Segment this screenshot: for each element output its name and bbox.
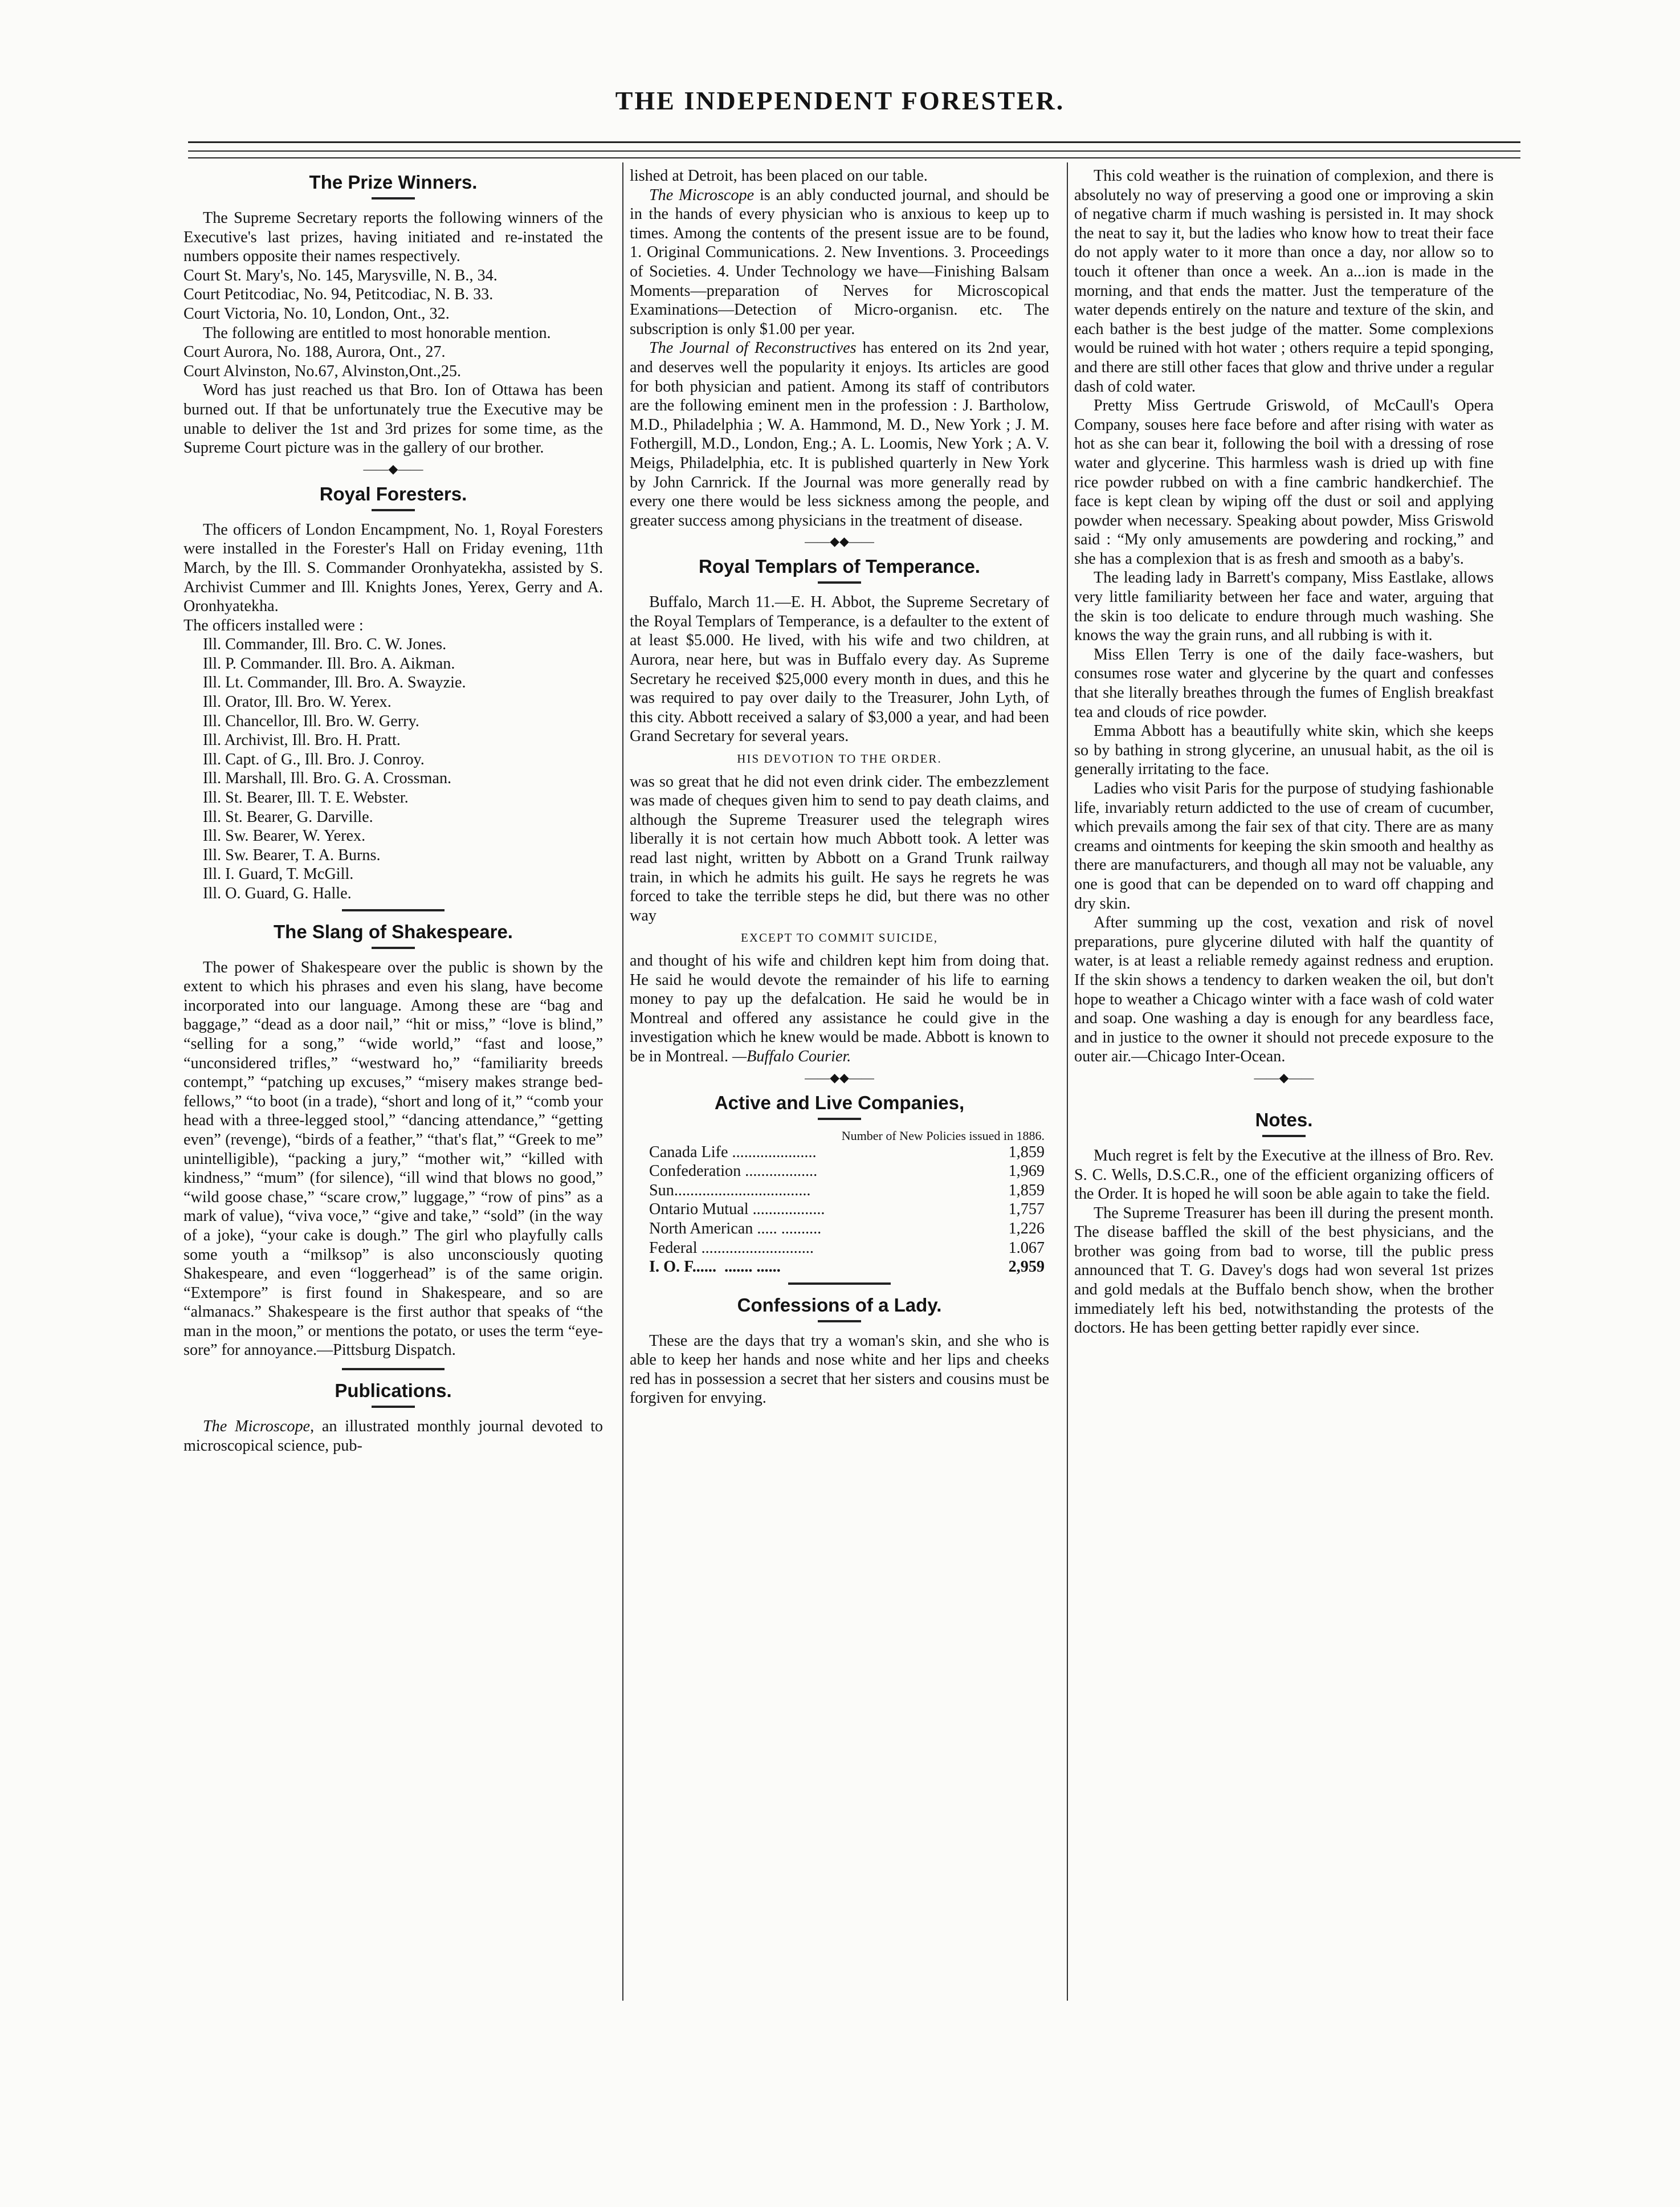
list-item: Ill. Commander, Ill. Bro. C. W. Jones. bbox=[203, 636, 447, 654]
company-name: Confederation .................. bbox=[649, 1162, 818, 1180]
company-value: 1,757 bbox=[1008, 1200, 1045, 1219]
table-row bbox=[630, 1143, 1049, 1162]
table-row bbox=[630, 1162, 1049, 1181]
paragraph-text: is an ably conducted journal, and should be in the hands of every physician who is anxious to keep up to times. Among the contents of the present issue are to be found, 1. Original Communications. 2. New Inventions. 3. Proceedings of Societies. 4. Under Technology we have—Finishing Balsam Moments—preparation of Nerves for Microscopical Examinations—Detection of Micro-organisn. etc. The subscription is only $1.00 per year. bbox=[630, 186, 1049, 338]
list-item: Ill. Orator, Ill. Bro. W. Yerex. bbox=[203, 693, 392, 711]
list-item: Ill. Archivist, Ill. Bro. H. Pratt. bbox=[203, 731, 401, 750]
list-item: Ill. Chancellor, Ill. Bro. W. Gerry. bbox=[203, 712, 419, 730]
table-row bbox=[630, 1219, 1049, 1239]
spacer bbox=[1074, 1092, 1494, 1104]
heading-rule bbox=[372, 947, 415, 949]
table-column-header: Number of New Policies issued in 1886. bbox=[841, 1128, 1045, 1143]
paragraph: Buffalo, March 11.—E. H. Abbot, the Supreme Secretary of the Royal Templars of Temperance, is a defaulter to the extent of at least $5.000. He lived, with his wife and two children, at Aurora, near here, but was in Buffalo every day. As Supreme Secretary he received $25,000 every month in dues, and this he was required to pay over daily to the Treasurer, John Lyth, of this city. Abbott received a salary of $3,000 a year, and had been Grand Secretary for several years. bbox=[630, 593, 1049, 746]
paragraph: Pretty Miss Gertrude Griswold, of McCaull's Opera Company, souses here face before and after rising with water as hot as she can bear it, following the boil with a dressing of rose water and glycerine. This harmless wash is dried up with fine rice powder rubbed on with a fine cambric handkerchief. The face is kept clean by wiping off the dust or soil and applying powder when necessary. Speaking about powder, Miss Griswold said : “My only amusements are powdering and rocking,” and she has a complexion that is as fresh and smooth as a baby's. bbox=[1074, 397, 1494, 568]
paragraph: Miss Ellen Terry is one of the daily face-washers, but consumes rose water and glycerine by the quart and confesses that she literally breathes through the fumes of English breakfast tea and clouds of rice powder. bbox=[1074, 645, 1494, 721]
journal-title: The Journal of Reconstructives bbox=[649, 339, 857, 357]
paragraph: These are the days that try a woman's skin, and she who is able to keep her hands and nose white and her lips and cheeks red has in possession a secret that her sisters and cousins must be forgiven for envying. bbox=[630, 1331, 1049, 1407]
subheading: EXCEPT TO COMMIT SUICIDE, bbox=[741, 931, 938, 945]
paragraph: Word has just reached us that Bro. Ion of Ottawa has been burned out. If that be unfortunately true the Executive may be unable to deliver the 1st and 3rd prizes for some time, as the Supreme Court picture was in the gallery of our brother. bbox=[184, 381, 603, 457]
paragraph: After summing up the cost, vexation and risk of novel preparations, pure glycerine diluted with half the quantity of water, is at least a reliable remedy against redness and eruption. If the skin shows a tendency to darken weaken the oil, but don't hope to weather a Chicago winter with a face wash of cold water and soap. One washing a day is enough for any beardless face, and in justice to the owner it should not precede exposure to the outer air.—Chicago Inter-Ocean. bbox=[1074, 914, 1494, 1066]
companies-table bbox=[630, 1129, 1049, 1277]
heading-rule bbox=[372, 509, 415, 511]
paragraph-text: has entered on its 2nd year, and deserves well the popularity it enjoys. Its articles are good for both physician and patient. Among its staff of contributors are the following eminent men in the profession : J. Bartholow, M.D., Philadelphia ; W. A. Hammond, M. D., New York ; J. M. Fothergill, M.D., London, Eng.; A. L. Loomis, New York ; A. V. Meigs, Philadelphia, etc. It is published quarterly in New York by John Carnrick. If the Journal was more generally read by every one there would be less sickness among the people, and greater success among physicians in the treatment of disease. bbox=[630, 339, 1049, 530]
article-heading: Royal Foresters. bbox=[319, 483, 467, 504]
section-divider bbox=[788, 1282, 891, 1285]
paragraph: The leading lady in Barrett's company, Miss Eastlake, allows very little familiarity between her face and water, arguing that the skin is too delicate to endure through much washing. She knows the way the grain runs, and all rubbing is with it. bbox=[1074, 569, 1494, 645]
header-rule bbox=[188, 141, 1520, 143]
source-credit: —Buffalo Courier. bbox=[732, 1047, 851, 1065]
paragraph bbox=[630, 339, 1049, 530]
column-3 bbox=[1074, 166, 1494, 1338]
section-ornament: ——◆◆—— bbox=[805, 534, 874, 549]
article-heading: The Slang of Shakespeare. bbox=[274, 921, 513, 942]
court-entry: Court Victoria, No. 10, London, Ont., 32. bbox=[184, 304, 450, 323]
heading-rule bbox=[372, 1406, 415, 1408]
table-row bbox=[630, 1181, 1049, 1200]
company-name: Ontario Mutual .................. bbox=[649, 1200, 825, 1219]
journal-title: The Microscope bbox=[203, 1418, 311, 1436]
article-heading: Royal Templars of Temperance. bbox=[699, 556, 980, 577]
list-item: Ill. Marshall, Ill. Bro. G. A. Crossman. bbox=[203, 769, 452, 788]
company-name: I. O. F...... ....... ...... bbox=[649, 1258, 781, 1276]
paragraph: The power of Shakespeare over the public is shown by the extent to which his phrases and even his slang, have become incorporated into our language. Among these are “bag and baggage,” “dead as a door nail,” “hit or miss,” “love is blind,” “selling for a song,” “wide world,” “fast and loose,” “unconsidered trifles,” “westward ho,” “familiarity breeds contempt,” “patching up excuses,” “misery makes strange bed-fellows,” “to boot (in a trade), “short and long of it,” “comb your head with a three-legged stool,” “dancing attendance,” “getting even” (revenge), “birds of a feather,” “that's flat,” “Greek to me” unintelligible), “packing a jury,” “mother wit,” “killed with kindness,” “mum” (for silence), “ill wind that blows no good,” “wild goose chase,” “scare crow,” luggage,” “row of pins” as a mark of value), “viva voce,” “give and take,” “sold” (in the way of a joke), “your cake is dough.” The girl who playfully calls some youth a “milksop” is also unconsciously quoting Shakespeare, and even “loggerhead” is of the same origin. “Extempore” is first found in Shakespeare, and so are “almanacs.” Shakespeare is the first author that speaks of “the man in the moon,” or mentions the potato, or uses the term “eye-sore” for annoyance.—Pittsburg Dispatch. bbox=[184, 958, 603, 1359]
paragraph-text: , an illustrated monthly journal devoted to microscopical science, pub- bbox=[184, 1418, 603, 1455]
company-value: 1,226 bbox=[1008, 1219, 1045, 1237]
paragraph bbox=[630, 186, 1049, 339]
journal-title: The Microscope bbox=[649, 186, 755, 204]
header-rule bbox=[188, 157, 1520, 158]
company-name: North American ..... .......... bbox=[649, 1219, 822, 1237]
list-item: Ill. Sw. Bearer, W. Yerex. bbox=[203, 827, 366, 845]
paragraph: The Supreme Treasurer has been ill during the present month. The disease baffled the skill of the best physicians, and the brother was going from bad to worse, till the public press announced that T. G. Davey's dogs had won several 1st prizes and gold medals at the Buffalo bench show, when the brother immediately left his bed, notwithstanding the protests of the doctors. He has been getting better rapidly ever since. bbox=[1074, 1204, 1494, 1337]
paragraph: Emma Abbott has a beautifully white skin, which she keeps so by bathing in strong glycerine, an unusual habit, as the oil is generally irritating to the face. bbox=[1074, 722, 1494, 779]
officer-list bbox=[184, 635, 603, 903]
heading-rule bbox=[372, 197, 415, 199]
paragraph: The officers of London Encampment, No. 1, Royal Foresters were installed in the Forester's Hall on Friday evening, 11th March, by the Ill. S. Commander Oronhyatekha, assisted by S. Archivist Cummer and Ill. Knights Jones, Yerex, Gerry and A. Oronhyatekha. bbox=[184, 520, 603, 616]
company-name: Canada Life ..................... bbox=[649, 1143, 817, 1161]
court-entry: Court Aurora, No. 188, Aurora, Ont., 27. bbox=[184, 343, 446, 361]
table-row-total bbox=[630, 1257, 1049, 1277]
list-item: Ill. Sw. Bearer, T. A. Burns. bbox=[203, 846, 381, 864]
article-heading: Confessions of a Lady. bbox=[737, 1294, 942, 1316]
column-divider bbox=[1067, 162, 1068, 2001]
company-name: Sun.................................. bbox=[649, 1181, 811, 1199]
court-entry: Court St. Mary's, No. 145, Marysville, N. B., 34. bbox=[184, 266, 498, 284]
table-row bbox=[630, 1200, 1049, 1219]
column-divider bbox=[622, 162, 623, 2001]
section-ornament: ——◆◆—— bbox=[805, 1070, 874, 1085]
company-value: 1,859 bbox=[1008, 1143, 1045, 1161]
list-item: Ill. O. Guard, G. Halle. bbox=[203, 885, 352, 902]
column-1 bbox=[184, 166, 603, 1455]
list-item: Ill. St. Bearer, Ill. T. E. Webster. bbox=[203, 789, 409, 807]
heading-rule bbox=[818, 1320, 861, 1322]
heading-rule bbox=[818, 581, 861, 584]
company-value: 2,959 bbox=[1008, 1258, 1045, 1276]
court-entry: Court Petitcodiac, No. 94, Petitcodiac, N. B. 33. bbox=[184, 286, 494, 304]
header-rule bbox=[188, 150, 1520, 152]
subheading: HIS DEVOTION TO THE ORDER. bbox=[737, 752, 942, 766]
list-item: Ill. Lt. Commander, Ill. Bro. A. Swayzie. bbox=[203, 674, 466, 692]
company-value: 1,859 bbox=[1008, 1181, 1045, 1199]
paragraph: lished at Detroit, has been placed on our table. bbox=[630, 167, 928, 185]
masthead-title: THE INDEPENDENT FORESTER. bbox=[615, 86, 1065, 115]
company-value: 1,969 bbox=[1008, 1162, 1045, 1180]
heading-rule bbox=[1262, 1135, 1306, 1137]
article-heading: Publications. bbox=[335, 1380, 452, 1402]
table-row bbox=[630, 1239, 1049, 1258]
section-divider bbox=[342, 1368, 445, 1370]
article-heading: Active and Live Companies, bbox=[714, 1092, 965, 1113]
paragraph bbox=[184, 1417, 603, 1455]
list-item: Ill. P. Commander. Ill. Bro. A. Aikman. bbox=[203, 654, 455, 673]
list-item: Ill. Capt. of G., Ill. Bro. J. Conroy. bbox=[203, 750, 425, 768]
paragraph: Much regret is felt by the Executive at the illness of Bro. Rev. S. C. Wells, D.S.C.R., one of the efficient organizing officers of the Order. It is hoped he will soon be able again to take the field. bbox=[1074, 1146, 1494, 1203]
paragraph: The Supreme Secretary reports the following winners of the Executive's last prizes, having initiated and re-instated the numbers opposite their names respectively. bbox=[184, 209, 603, 266]
article-heading: Notes. bbox=[1255, 1109, 1313, 1130]
section-ornament: ——◆—— bbox=[363, 461, 423, 476]
company-name: Federal ............................ bbox=[649, 1239, 814, 1257]
column-2 bbox=[630, 166, 1049, 1408]
paragraph-text: and thought of his wife and children kept him from doing that. He said he would devote the remainder of his life to earning money to pay up the defalcation. He said he would be in Montreal and offered any assistance he could give in the investigation which he knew would be made. Abbott is known to be in Montreal. bbox=[630, 951, 1049, 1065]
court-entry: Court Alvinston, No.67, Alvinston,Ont.,25. bbox=[184, 362, 462, 380]
paragraph: was so great that he did not even drink cider. The embezzlement was made of cheques given him to send to pay death claims, and although the Supreme Treasurer used the telegraph wires liberally it is not certain how much Abbott took. A letter was read last night, written by Abbott on a Grand Trunk railway train, in which he admits his guilt. He says he regrets he was forced to take the terrible steps he did, but there was no other way bbox=[630, 772, 1049, 925]
list-item: Ill. I. Guard, T. McGill. bbox=[203, 865, 354, 883]
article-heading: The Prize Winners. bbox=[309, 172, 478, 193]
list-item: Ill. St. Bearer, G. Darville. bbox=[203, 808, 373, 826]
paragraph: The following are entitled to most honorable mention. bbox=[203, 324, 551, 342]
paragraph bbox=[630, 951, 1049, 1066]
paragraph: Ladies who visit Paris for the purpose of studying fashionable life, invariably return addicted to the use of cream of cucumber, which prevails among the fair sex of that city. There are as many creams and ointments for keeping the skin smooth and healthy as there are manufacturers, and though all may not be valuable, any one is good that can be depended on to ward off chapping and dry skin. bbox=[1074, 780, 1494, 913]
section-ornament: ——◆—— bbox=[1254, 1070, 1314, 1085]
paragraph: The officers installed were : bbox=[184, 616, 364, 634]
company-value: 1.067 bbox=[1008, 1239, 1045, 1257]
paragraph: This cold weather is the ruination of complexion, and there is absolutely no way of preserving a good one or improving a skin of negative charm if much washing is persisted in. It may shock the neat to say it, but the ladies who know how to treat their face do not apply water to it more than once a day, nor allow so to touch it oftener than once a week. An a...ion is made in the morning, and that ends the matter. Just the temperature of the water depends entirely on the nature and texture of the skin, and each bather is the best judge of the matter. Some complexions would be ruined with hot water ; others require a tepid sponging, and there are still other faces that glow and thrive under a regular dash of cold water. bbox=[1074, 167, 1494, 396]
heading-rule bbox=[818, 1118, 861, 1120]
section-divider bbox=[342, 909, 445, 911]
